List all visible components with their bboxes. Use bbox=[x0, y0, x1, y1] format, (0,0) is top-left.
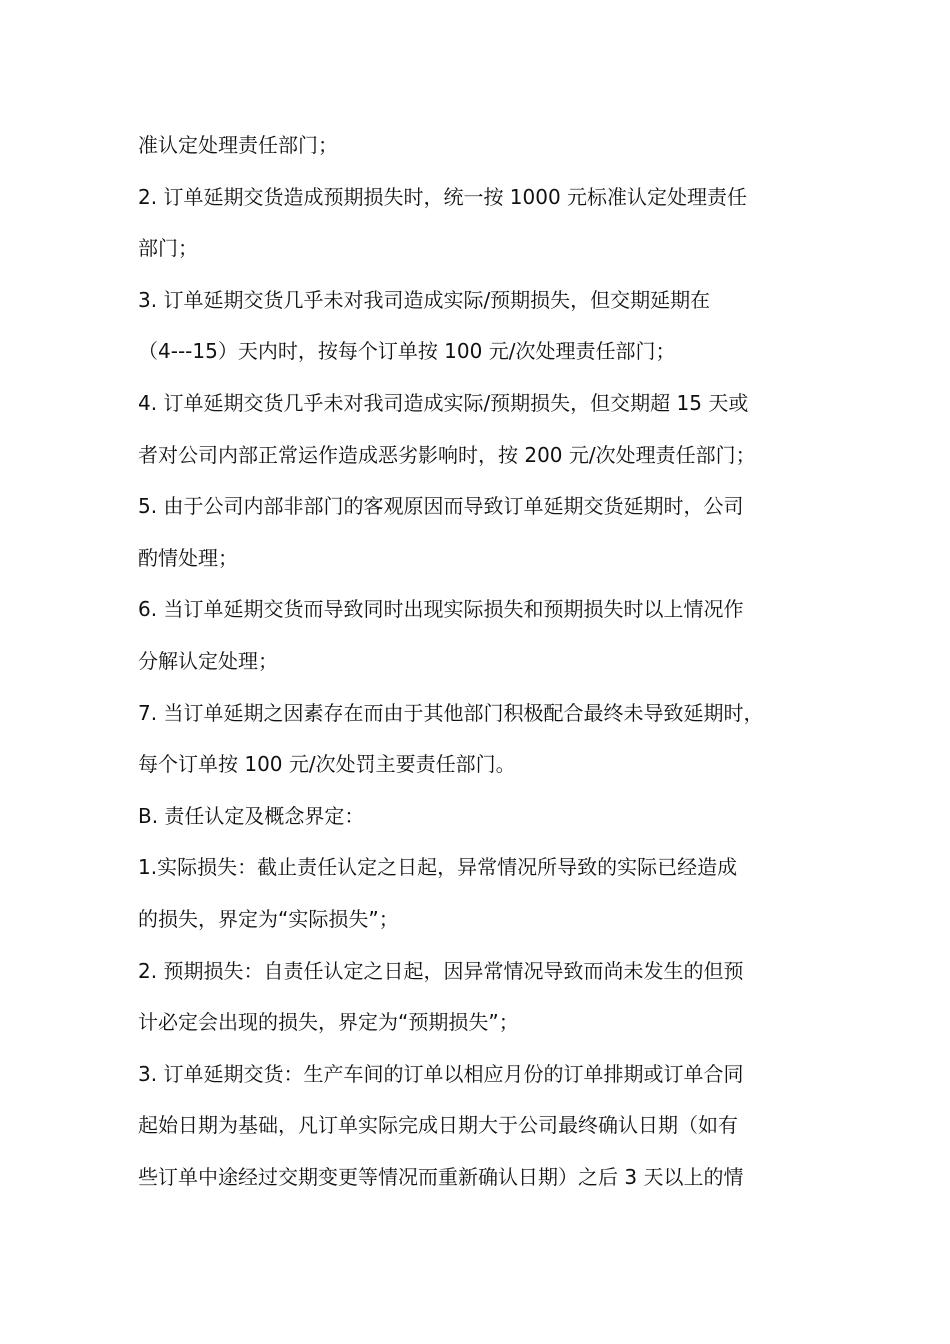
text-line: 2. 订单延期交货造成预期损失时，统一按 1000 元标准认定处理责任 bbox=[138, 184, 748, 209]
text-line: 5. 由于公司内部非部门的客观原因而导致订单延期交货延期时，公司 bbox=[138, 494, 744, 519]
text-line: 3. 订单延期交货：生产车间的订单以相应月份的订单排期或订单合同 bbox=[138, 1061, 744, 1086]
text-line: 起始日期为基础，凡订单实际完成日期大于公司最终确认日期（如有 bbox=[138, 1113, 738, 1138]
text-line: 3. 订单延期交货几乎未对我司造成实际/预期损失，但交期延期在 bbox=[138, 287, 711, 312]
text-line: 每个订单按 100 元/次处罚主要责任部门。 bbox=[138, 752, 516, 777]
text-line: 者对公司内部正常运作造成恶劣影响时，按 200 元/次处理责任部门； bbox=[138, 442, 756, 467]
document-body bbox=[138, 120, 838, 1203]
text-line: 1.实际损失：截止责任认定之日起，异常情况所导致的实际已经造成 bbox=[138, 855, 738, 880]
text-line: 部门； bbox=[138, 236, 198, 261]
text-line: 酌情处理； bbox=[138, 545, 238, 570]
section-heading: B. 责任认定及概念界定： bbox=[138, 803, 365, 828]
text-line: 些订单中途经过交期变更等情况而重新确认日期）之后 3 天以上的情 bbox=[138, 1164, 744, 1189]
text-line: 分解认定处理； bbox=[138, 648, 278, 673]
text-line: 2. 预期损失：自责任认定之日起，因异常情况导致而尚未发生的但预 bbox=[138, 958, 744, 983]
text-line: 计必定会出现的损失，界定为“预期损失”； bbox=[138, 1010, 519, 1035]
text-line: 7. 当订单延期之因素存在而由于其他部门积极配合最终未导致延期时， bbox=[138, 700, 764, 725]
text-line: 准认定处理责任部门； bbox=[138, 133, 338, 157]
text-line: 6. 当订单延期交货而导致同时出现实际损失和预期损失时以上情况作 bbox=[138, 597, 744, 622]
text-line: （4---15）天内时，按每个订单按 100 元/次处理责任部门； bbox=[138, 339, 676, 364]
text-line: 4. 订单延期交货几乎未对我司造成实际/预期损失，但交期超 15 天或 bbox=[138, 390, 749, 415]
text-line: 的损失，界定为“实际损失”； bbox=[138, 906, 399, 931]
